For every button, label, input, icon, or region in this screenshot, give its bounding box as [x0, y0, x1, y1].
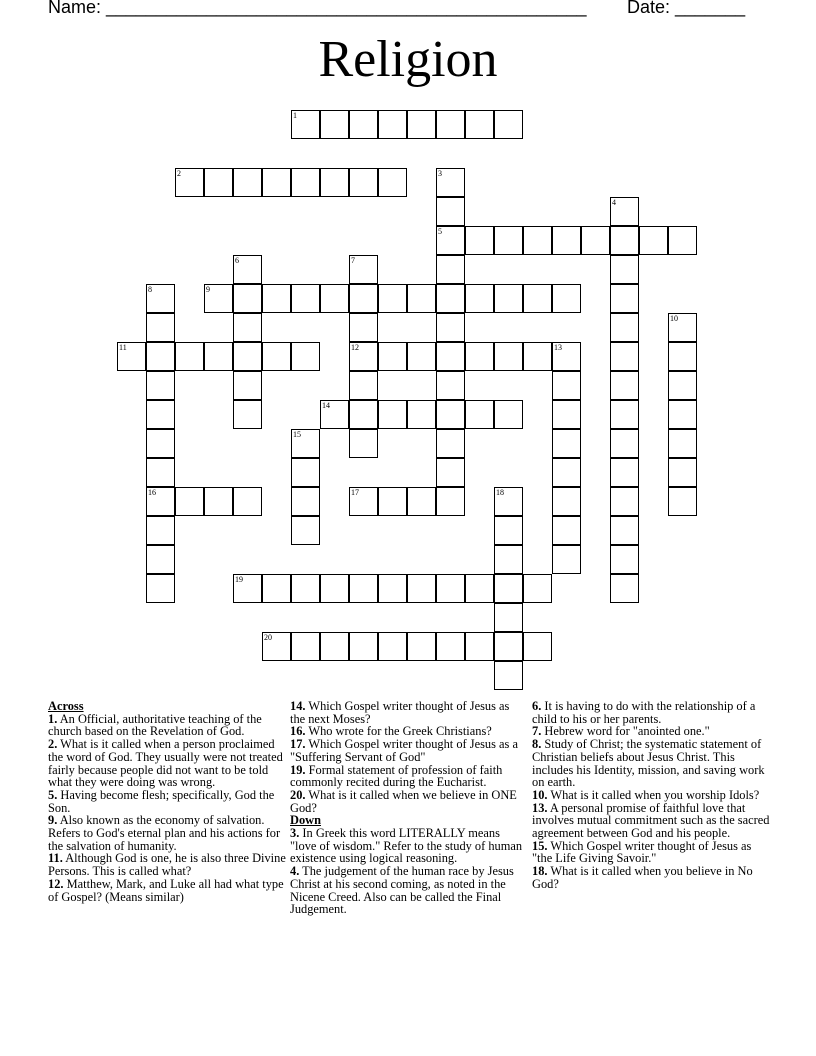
- grid-cell[interactable]: [291, 487, 320, 516]
- grid-cell[interactable]: [436, 313, 465, 342]
- grid-cell[interactable]: [610, 400, 639, 429]
- grid-cell[interactable]: [291, 516, 320, 545]
- clue-down-4: 4. The judgement of the human race by Jesus Christ at his second coming, as noted in the Nicene Creed. Also can be called the Final Judgement.: [290, 864, 514, 917]
- grid-cell[interactable]: [668, 371, 697, 400]
- grid-cell[interactable]: [610, 284, 639, 313]
- grid-cell[interactable]: [494, 110, 523, 139]
- grid-cell[interactable]: [407, 400, 436, 429]
- clue-number: 15: [293, 430, 301, 439]
- clue-number: 17: [351, 488, 359, 497]
- clue-across-20: 20. What is it called when we believe in ONE God?: [290, 787, 517, 815]
- grid-cell[interactable]: [552, 458, 581, 487]
- grid-cell[interactable]: [407, 574, 436, 603]
- grid-cell[interactable]: [610, 371, 639, 400]
- grid-cell[interactable]: [233, 487, 262, 516]
- grid-cell[interactable]: [349, 255, 378, 284]
- grid-cell[interactable]: [349, 313, 378, 342]
- clue-number: 3: [438, 169, 442, 178]
- grid-cell[interactable]: [349, 487, 378, 516]
- grid-cell[interactable]: [494, 400, 523, 429]
- grid-cell[interactable]: [262, 632, 291, 661]
- grid-cell[interactable]: [262, 168, 291, 197]
- grid-cell[interactable]: [407, 284, 436, 313]
- grid-cell[interactable]: [668, 458, 697, 487]
- clue-across-17: 17. Which Gospel writer thought of Jesus as a "Suffering Servant of God": [290, 737, 518, 764]
- clue-down-10: 10. What is it called when you worship Idols?: [532, 787, 760, 802]
- grid-cell[interactable]: [668, 487, 697, 516]
- clue-column-1: [48, 700, 286, 903]
- grid-cell[interactable]: [407, 110, 436, 139]
- grid-cell[interactable]: [552, 429, 581, 458]
- grid-cell[interactable]: [436, 487, 465, 516]
- grid-cell[interactable]: [436, 632, 465, 661]
- grid-cell[interactable]: [552, 545, 581, 574]
- grid-cell[interactable]: [291, 110, 320, 139]
- grid-cell[interactable]: [465, 110, 494, 139]
- clue-number: 18: [496, 488, 504, 497]
- clue-down-6: 6. It is having to do with the relationship of a child to his or her parents.: [532, 699, 756, 726]
- grid-cell[interactable]: [320, 574, 349, 603]
- grid-cell[interactable]: [262, 342, 291, 371]
- clue-down-13: 13. A personal promise of faithful love that involves mutual commitment such as the sacred agreement between God and his people.: [532, 800, 770, 841]
- clue-across-9: 9. Also known as the economy of salvation. Refers to God's eternal plan and his actions for the salvation of humanity.: [48, 813, 281, 853]
- grid-cell[interactable]: [610, 255, 639, 284]
- grid-cell[interactable]: [233, 574, 262, 603]
- grid-cell[interactable]: [291, 458, 320, 487]
- clue-down-18: 18. What is it called when you believe in No God?: [532, 864, 753, 891]
- clue-number: 20: [264, 633, 272, 642]
- grid-cell[interactable]: [146, 429, 175, 458]
- grid-cell[interactable]: [349, 342, 378, 371]
- grid-cell[interactable]: [175, 342, 204, 371]
- grid-cell[interactable]: [668, 429, 697, 458]
- grid-cell[interactable]: [407, 487, 436, 516]
- grid-cell[interactable]: [233, 168, 262, 197]
- grid-cell[interactable]: [552, 400, 581, 429]
- grid-cell[interactable]: [378, 168, 407, 197]
- grid-cell[interactable]: [146, 458, 175, 487]
- grid-cell[interactable]: [407, 632, 436, 661]
- grid-cell[interactable]: [146, 284, 175, 313]
- clue-down-8: 8. Study of Christ; the systematic statement of Christian beliefs about Jesus Christ. This includes his Identity, mission, and saving work on earth.: [532, 737, 765, 790]
- grid-cell[interactable]: [262, 284, 291, 313]
- grid-cell[interactable]: [610, 197, 639, 226]
- grid-cell[interactable]: [291, 342, 320, 371]
- name-field-label: Name: ________________________________________________: [48, 0, 587, 17]
- grid-cell[interactable]: [146, 400, 175, 429]
- grid-cell[interactable]: [552, 226, 581, 255]
- grid-cell[interactable]: [175, 168, 204, 197]
- grid-cell[interactable]: [436, 458, 465, 487]
- across-heading: Across: [48, 699, 84, 713]
- grid-cell[interactable]: [552, 516, 581, 545]
- grid-cell[interactable]: [204, 284, 233, 313]
- grid-cell[interactable]: [349, 429, 378, 458]
- grid-cell[interactable]: [175, 487, 204, 516]
- grid-cell[interactable]: [291, 574, 320, 603]
- clue-across-11: 11. Although God is one, he is also three Divine Persons. This is called what?: [48, 851, 286, 879]
- grid-cell[interactable]: [204, 342, 233, 371]
- clue-number: 19: [235, 575, 243, 584]
- grid-cell[interactable]: [494, 574, 523, 603]
- grid-cell[interactable]: [233, 313, 262, 342]
- clue-number: 9: [206, 285, 210, 294]
- grid-cell[interactable]: [610, 458, 639, 487]
- page-title: Religion: [318, 31, 498, 88]
- grid-cell[interactable]: [552, 284, 581, 313]
- grid-cell[interactable]: [668, 342, 697, 371]
- grid-cell[interactable]: [436, 110, 465, 139]
- clue-number: 11: [119, 343, 127, 352]
- clue-across-1: 1. An Official, authoritative teaching of the church based on the Revelation of God.: [48, 711, 262, 739]
- grid-cell[interactable]: [494, 284, 523, 313]
- clue-across-12: 12. Matthew, Mark, and Luke all had what type of Gospel? (Means similar): [48, 876, 284, 904]
- clue-across-19: 19. Formal statement of profession of faith commonly recited during the Eucharist.: [290, 762, 503, 790]
- grid-cell[interactable]: [146, 487, 175, 516]
- clue-number: 13: [554, 343, 562, 352]
- grid-cell[interactable]: [117, 342, 146, 371]
- grid-cell[interactable]: [610, 545, 639, 574]
- grid-cell[interactable]: [291, 284, 320, 313]
- grid-cell[interactable]: [378, 342, 407, 371]
- grid-cell[interactable]: [465, 342, 494, 371]
- clue-number: 10: [670, 314, 678, 323]
- clue-down-7: 7. Hebrew word for "anointed one.": [532, 724, 710, 739]
- grid-cell[interactable]: [378, 574, 407, 603]
- grid-cell[interactable]: [436, 226, 465, 255]
- grid-cell[interactable]: [146, 313, 175, 342]
- grid-cell[interactable]: [407, 342, 436, 371]
- grid-cell[interactable]: [146, 371, 175, 400]
- grid-cell[interactable]: [291, 168, 320, 197]
- grid-cell[interactable]: [668, 226, 697, 255]
- grid-cell[interactable]: [436, 371, 465, 400]
- grid-cell[interactable]: [436, 342, 465, 371]
- clue-across-5: 5. Having become flesh; specifically, God the Son.: [48, 787, 275, 815]
- grid-cell[interactable]: [349, 168, 378, 197]
- grid-cell[interactable]: [523, 342, 552, 371]
- grid-cell[interactable]: [320, 400, 349, 429]
- grid-cell[interactable]: [436, 255, 465, 284]
- grid-cell[interactable]: [349, 400, 378, 429]
- grid-cell[interactable]: [146, 342, 175, 371]
- grid-cell[interactable]: [494, 516, 523, 545]
- grid-cell[interactable]: [436, 168, 465, 197]
- grid-cell[interactable]: [465, 400, 494, 429]
- grid-cell[interactable]: [146, 545, 175, 574]
- grid-cell[interactable]: [233, 284, 262, 313]
- grid-cell[interactable]: [436, 574, 465, 603]
- grid-cell[interactable]: [378, 110, 407, 139]
- grid-cell[interactable]: [494, 487, 523, 516]
- grid-cell[interactable]: [668, 400, 697, 429]
- grid-cell[interactable]: [378, 632, 407, 661]
- grid-cell[interactable]: [610, 574, 639, 603]
- grid-cell[interactable]: [581, 226, 610, 255]
- grid-cell[interactable]: [610, 226, 639, 255]
- grid-cell[interactable]: [494, 342, 523, 371]
- grid-cell[interactable]: [610, 313, 639, 342]
- grid-cell[interactable]: [552, 487, 581, 516]
- grid-cell[interactable]: [494, 603, 523, 632]
- clue-number: 4: [612, 198, 616, 207]
- clue-column-3: [532, 700, 772, 891]
- clue-number: 6: [235, 256, 239, 265]
- grid-cell[interactable]: [204, 487, 233, 516]
- grid-cell[interactable]: [523, 284, 552, 313]
- grid-cell[interactable]: [320, 632, 349, 661]
- grid-cell[interactable]: [436, 284, 465, 313]
- grid-cell[interactable]: [465, 632, 494, 661]
- clue-number: 5: [438, 227, 442, 236]
- clue-number: 7: [351, 256, 355, 265]
- clue-column-2: [290, 700, 525, 916]
- grid-cell[interactable]: [233, 371, 262, 400]
- clue-across-2: 2. What is it called when a person proclaimed the word of God. They usually were not treated fairly because people did not want to be told what they were doing was wrong.: [48, 737, 283, 790]
- grid-cell[interactable]: [320, 110, 349, 139]
- clue-number: 14: [322, 401, 330, 410]
- grid-cell[interactable]: [291, 429, 320, 458]
- grid-cell[interactable]: [610, 342, 639, 371]
- grid-cell[interactable]: [465, 226, 494, 255]
- clue-across-16: 16. Who wrote for the Greek Christians?: [290, 724, 492, 739]
- grid-cell[interactable]: [436, 197, 465, 226]
- grid-cell[interactable]: [320, 284, 349, 313]
- grid-cell[interactable]: [668, 313, 697, 342]
- grid-cell[interactable]: [349, 110, 378, 139]
- date-field-label: Date: _______: [627, 0, 746, 17]
- clue-number: 12: [351, 343, 359, 352]
- clue-across-14: 14. Which Gospel writer thought of Jesus as the next Moses?: [290, 699, 510, 726]
- grid-cell[interactable]: [291, 632, 320, 661]
- down-heading: Down: [290, 813, 321, 828]
- grid-cell[interactable]: [523, 226, 552, 255]
- grid-cell[interactable]: [378, 400, 407, 429]
- grid-cell[interactable]: [639, 226, 668, 255]
- grid-cell[interactable]: [378, 487, 407, 516]
- grid-cell[interactable]: [349, 574, 378, 603]
- grid-cell[interactable]: [523, 574, 552, 603]
- grid-cell[interactable]: [552, 342, 581, 371]
- grid-cell[interactable]: [494, 661, 523, 690]
- grid-cell[interactable]: [146, 516, 175, 545]
- grid-cell[interactable]: [436, 400, 465, 429]
- grid-cell[interactable]: [494, 632, 523, 661]
- clue-down-15: 15. Which Gospel writer thought of Jesus as "the Life Giving Savoir.": [532, 838, 752, 866]
- grid-cell[interactable]: [465, 284, 494, 313]
- grid-cell[interactable]: [204, 168, 233, 197]
- grid-cell[interactable]: [349, 371, 378, 400]
- clue-number: 1: [293, 111, 297, 120]
- clue-number: 8: [148, 285, 152, 294]
- grid-cell[interactable]: [233, 342, 262, 371]
- grid-cell[interactable]: [494, 545, 523, 574]
- grid-cell[interactable]: [552, 371, 581, 400]
- grid-cell[interactable]: [320, 168, 349, 197]
- grid-cell[interactable]: [494, 226, 523, 255]
- grid-cell[interactable]: [349, 284, 378, 313]
- grid-cell[interactable]: [523, 632, 552, 661]
- grid-cell[interactable]: [262, 574, 291, 603]
- clue-number: 16: [148, 488, 156, 497]
- grid-cell[interactable]: [610, 516, 639, 545]
- grid-cell[interactable]: [378, 284, 407, 313]
- grid-cell[interactable]: [610, 487, 639, 516]
- grid-cell[interactable]: [610, 429, 639, 458]
- grid-cell[interactable]: [436, 429, 465, 458]
- grid-cell[interactable]: [233, 255, 262, 284]
- grid-cell[interactable]: [349, 632, 378, 661]
- grid-cell[interactable]: [146, 574, 175, 603]
- grid-cell[interactable]: [465, 574, 494, 603]
- clue-down-3: 3. In Greek this word LITERALLY means "love of wisdom." Refer to the study of human existence using logical reasoning.: [290, 826, 523, 866]
- clue-number: 2: [177, 169, 181, 178]
- grid-cell[interactable]: [233, 400, 262, 429]
